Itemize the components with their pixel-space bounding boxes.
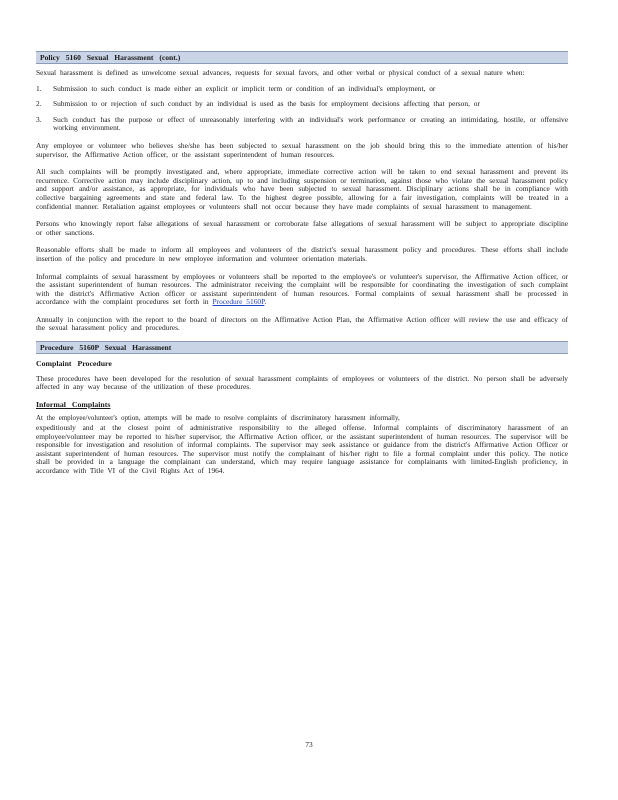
list-item-number: 3. <box>36 114 42 124</box>
report-paragraph: Any employee or volunteer who believes she/she has been subjected to sexual harassment on the job should bring this to the immediate attention of his/her supervisor, the Affirmative Action officer, or the assistant superintendent of human resources. <box>36 140 568 159</box>
procedures-paragraph: These procedures have been developed for the resolution of sexual harassment complaints of employees or volunteers of the district. No person shall be adversely affected in any way because of the utilization of these procedures. <box>36 373 568 392</box>
complaint-procedure-heading: Complaint Procedure <box>36 359 112 369</box>
list-item-text: Such conduct has the purpose or effect of unreasonably interfering with an individual's work performance or creating an intimidating, hostile, or offensive working environment. <box>53 114 568 133</box>
formal-complaints-text: Informal complaints of sexual harassment by employees or volunteers shall be reported to the employee's or volunteer's supervisor, the Affirmative Action officer, or the assistant superintendent of human resources. The administrator receiving the complaint will be responsible for coordinating the investigation of such complaint with the district's Affirmative Action officer or assistant superintendent of human resources. Formal complaints of sexual harassment shall be processed in accordance with the complaint procedures set forth in <box>36 271 568 307</box>
inform-paragraph: Reasonable efforts shall be made to inform all employees and volunteers of the district's sexual harassment policy and procedures. These efforts shall include insertion of the policy and procedure in new employee information and volunteer orientation materials. <box>36 245 568 263</box>
informal-complaints-paragraph: expeditiously and at the closest point of administrative responsibility to the alleged offense. Informal complaints of discriminatory harassment of an employee/volunteer may be reported to his/her supervisor, the Affirmative Action officer, or the assistant superintendent of human resources. The supervisor will be responsible for investigation and resolution of informal complaints. The supervisor may seek assistance or guidance from the district's Affirmative Action Officer or assistant superintendent of human resources. The supervisor must notify the complainant of his/her right to file a formal complaint under this policy. The notice shall be provided in a language the complainant can understand, which may require language assistance for complainants with limited-English proficiency, in accordance with Title VI of the Civil Rights Act of 1964. <box>36 423 568 475</box>
list-item-number: 1. <box>36 83 42 93</box>
list-item-text: Submission to or rejection of such conduct by an individual is used as the basis for employment decisions affecting that person, or <box>53 99 480 109</box>
definition-paragraph: Sexual harassment is defined as unwelcome sexual advances, requests for sexual favors, and other verbal or physical conduct of a sexual nature when: <box>36 68 525 77</box>
policy-header-bar: Policy 5160 Sexual Harassment (cont.) <box>36 51 568 64</box>
informal-complaints-heading: Informal Complaints <box>36 399 111 409</box>
false-allegations-paragraph: Persons who knowingly report false allegations of sexual harassment or corroborate false allegations of sexual harassment will be subject to appropriate discipline or other sanctions. <box>36 219 568 237</box>
informal-option-line: At the employee/volunteer's option, attempts will be made to resolve complaints of discriminatory harassment informally, <box>36 415 400 423</box>
annual-review-paragraph: Annually in conjunction with the report to the board of directors on the Affirmative Action Plan, the Affirmative Action officer will review the use and efficacy of the sexual harassment policy and procedures. <box>36 314 568 333</box>
document-page <box>36 46 568 476</box>
formal-complaints-paragraph <box>36 273 568 307</box>
page-number: 73 <box>305 740 313 749</box>
formal-complaints-end: . <box>264 297 267 307</box>
list-item <box>36 85 568 94</box>
list-item <box>36 100 568 109</box>
list-item <box>36 116 568 133</box>
procedure-5160p-link[interactable]: Procedure 5160P <box>212 297 265 307</box>
list-item-text: Submission to such conduct is made either an explicit or implicit term or condition of an individual's employment, or <box>53 83 436 93</box>
procedure-header-bar: Procedure 5160P Sexual Harassment <box>36 341 568 354</box>
investigation-paragraph: All such complaints will be promptly investigated and, where appropriate, immediate corrective action will be taken to end sexual harassment and prevent its recurrence. Corrective action may include disciplinary action, up to and including suspension or termination, against those who violate the sexual harassment policy and support and/or assistance, as appropriate, for individuals who have been subjected to sexual harassment. Disciplinary actions shall be in compliance with collective bargaining agreements and state and federal law. To the highest degree possible, allowing for a fair investigation, complaints will be treated in a confidential manner. Retaliation against employees or volunteers shall not occur because they have made complaints of sexual harassment to management. <box>36 167 568 211</box>
list-item-number: 2. <box>36 99 42 109</box>
